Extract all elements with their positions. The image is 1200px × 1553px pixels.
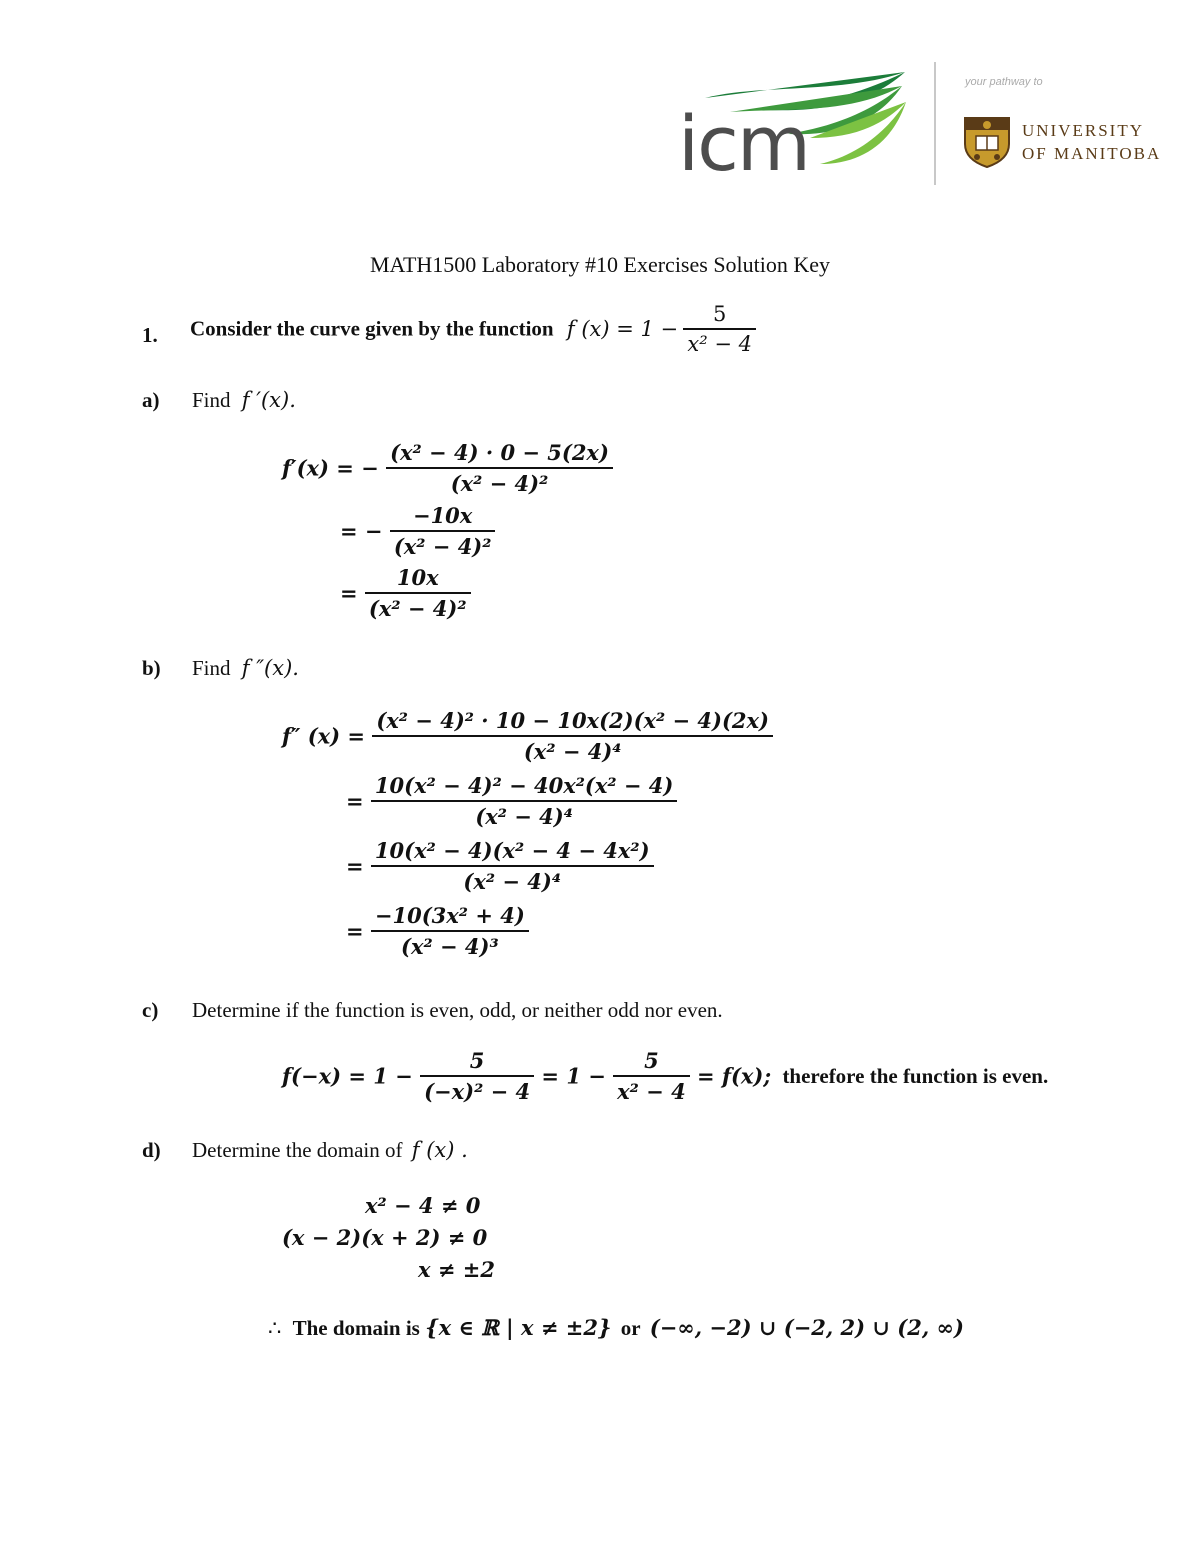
- part-a-num3: 10x: [396, 565, 439, 590]
- part-a-frac2: [390, 503, 496, 559]
- part-d-label: d): [142, 1138, 161, 1162]
- part-a-lhs: f′(x) = −: [282, 455, 379, 481]
- part-a-frac1: [386, 440, 613, 496]
- page-title: MATH1500 Laboratory #10 Exercises Solution Key: [369, 252, 831, 277]
- part-b-den4: (x² − 4)³: [371, 930, 529, 959]
- part-b-den2: (x² − 4)⁴: [371, 800, 677, 829]
- um-crest-icon: [962, 114, 1012, 168]
- part-a-prompt-text: Find: [192, 388, 231, 412]
- university-line2: OF MANITOBA: [1022, 144, 1162, 163]
- part-b-num3: 10(x² − 4)(x² − 4 − 4x²): [374, 838, 650, 863]
- part-a-eq3: =: [340, 580, 358, 606]
- domain-set: {x ∈ ℝ | x ≠ ±2}: [425, 1315, 612, 1340]
- part-d-line2: (x − 2)(x + 2) ≠ 0: [282, 1225, 488, 1250]
- therefore-symbol: ∴: [268, 1316, 282, 1340]
- part-c-mid: = 1 −: [541, 1063, 606, 1089]
- part-c-frac1: [420, 1048, 534, 1104]
- part-a-prompt-math: f ′(x).: [241, 388, 296, 412]
- part-b-step1: [282, 708, 773, 764]
- part-b-prompt: [192, 656, 299, 681]
- part-c-label: c): [142, 998, 159, 1022]
- part-a-num1: (x² − 4) · 0 − 5(2x): [390, 440, 609, 465]
- part-d-line3: x ≠ ±2: [418, 1257, 495, 1282]
- question-text: Consider the curve given by the function: [190, 316, 554, 341]
- part-a-step1: [282, 440, 613, 496]
- part-a-label: a): [142, 388, 160, 412]
- question-prompt: [190, 302, 756, 356]
- part-b-den1: (x² − 4)⁴: [372, 735, 773, 764]
- domain-interval: (−∞, −2) ∪ (−2, 2) ∪ (2, ∞): [649, 1315, 964, 1340]
- part-c-frac2: [613, 1048, 690, 1104]
- part-a-den1: (x² − 4)²: [386, 467, 613, 496]
- pathway-text: your pathway to: [965, 76, 1043, 88]
- part-b-eq4: =: [346, 918, 364, 944]
- part-b-num4: −10(3x² + 4): [374, 903, 525, 928]
- part-a-den2: (x² − 4)²: [390, 530, 496, 559]
- function-denominator: x² − 4: [683, 328, 756, 356]
- part-d-prompt-math: f (x) .: [411, 1138, 468, 1162]
- domain-or: or: [620, 1316, 641, 1340]
- part-b-frac2: [371, 773, 677, 829]
- function-fraction: [683, 302, 756, 356]
- part-b-frac1: [372, 708, 773, 764]
- part-a-num2: −10x: [412, 503, 473, 528]
- part-b-prompt-math: f ″(x).: [241, 656, 299, 680]
- part-b-step4: [346, 903, 529, 959]
- part-a-prompt: [192, 388, 296, 413]
- part-c-equation: [282, 1048, 1048, 1104]
- part-c-den2: x² − 4: [613, 1075, 690, 1104]
- part-c-lhs: f(−x) = 1 −: [282, 1063, 413, 1089]
- part-b-frac3: [371, 838, 654, 894]
- domain-conclusion: [268, 1315, 964, 1341]
- part-b-den3: (x² − 4)⁴: [371, 865, 654, 894]
- part-a-frac3: [365, 565, 471, 621]
- icm-wordmark: icm: [678, 99, 809, 188]
- part-a-step3: [340, 565, 471, 621]
- function-numerator: 5: [712, 302, 727, 326]
- part-c-prompt: Determine if the function is even, odd, or neither odd nor even.: [192, 998, 723, 1022]
- icm-logo: [670, 64, 920, 188]
- logo-divider: [934, 62, 936, 185]
- part-c-num2: 5: [644, 1048, 659, 1073]
- part-a-step2: [340, 503, 495, 559]
- part-b-eq3: =: [346, 853, 364, 879]
- part-a-den3: (x² − 4)²: [365, 592, 471, 621]
- function-lhs: f (x) = 1 −: [566, 317, 679, 341]
- part-b-step2: [346, 773, 677, 829]
- part-c-conclusion: therefore the function is even.: [782, 1063, 1049, 1088]
- part-b-label: b): [142, 656, 161, 680]
- part-c-rhs: = f(x);: [697, 1063, 772, 1089]
- part-d-prompt: [192, 1138, 468, 1163]
- part-d-line1: x² − 4 ≠ 0: [365, 1193, 481, 1218]
- part-b-lhs: f″ (x) =: [282, 723, 366, 749]
- question-number: 1.: [142, 323, 158, 347]
- part-c-num1: 5: [469, 1048, 485, 1073]
- part-b-eq2: =: [346, 788, 364, 814]
- part-a-eq2: = −: [340, 518, 383, 544]
- university-line1: UNIVERSITY: [1022, 121, 1144, 140]
- part-b-num1: (x² − 4)² · 10 − 10x(2)(x² − 4)(2x): [376, 708, 769, 733]
- part-b-frac4: [371, 903, 529, 959]
- part-b-step3: [346, 838, 654, 894]
- domain-label: The domain is: [292, 1316, 420, 1340]
- part-c-den1: (−x)² − 4: [420, 1075, 534, 1104]
- part-d-prompt-text: Determine the domain of: [192, 1138, 403, 1162]
- part-b-prompt-text: Find: [192, 656, 231, 680]
- part-b-num2: 10(x² − 4)² − 40x²(x² − 4): [374, 773, 674, 798]
